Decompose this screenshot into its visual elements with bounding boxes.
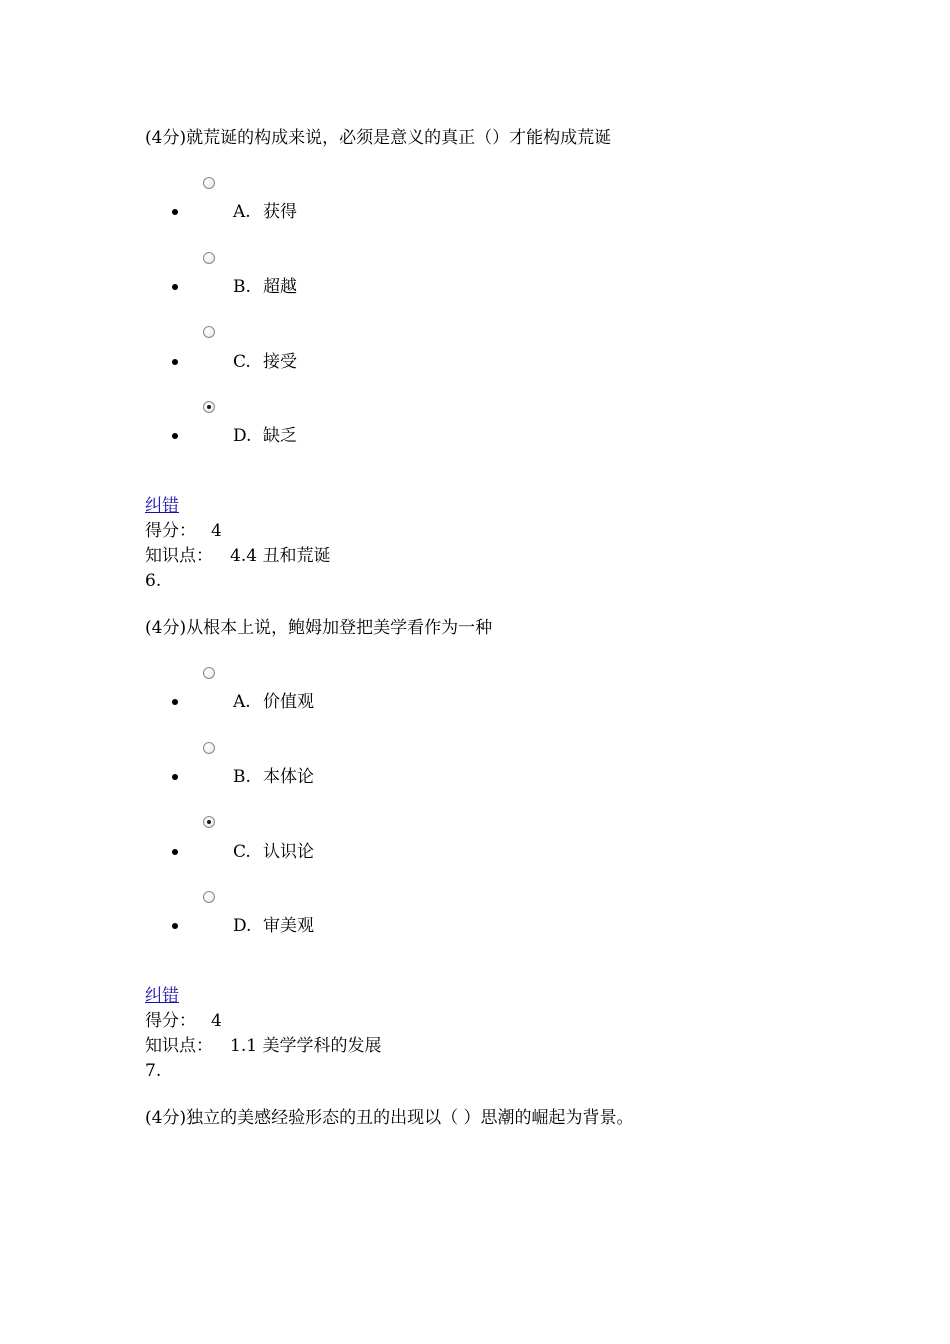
question-7-text: (4分)独立的美感经验形态的丑的出现以（ ）思潮的崛起为背景。 <box>145 1108 634 1128</box>
question-6-text: (4分)从根本上说，鲍姆加登把美学看作为一种 <box>145 618 493 638</box>
option-6-d[interactable] <box>0 886 400 961</box>
knowledge-point-value: 4.4 丑和荒诞 <box>230 546 331 566</box>
radio-button[interactable] <box>203 326 215 338</box>
radio-button[interactable] <box>203 891 215 903</box>
score-value: 4 <box>211 1011 222 1031</box>
option-5-d[interactable] <box>0 396 400 471</box>
option-5-c[interactable] <box>0 321 400 396</box>
radio-button[interactable] <box>203 252 215 264</box>
score-label: 得分： <box>145 1011 196 1031</box>
option-letter: C. <box>233 352 251 372</box>
score-value: 4 <box>211 521 222 541</box>
option-label: 缺乏 <box>263 426 297 446</box>
option-label: 超越 <box>263 277 297 297</box>
knowledge-point-value: 1.1 美学学科的发展 <box>230 1036 382 1056</box>
option-label: 价值观 <box>263 692 314 712</box>
bullet-icon <box>172 699 178 705</box>
knowledge-point-label: 知识点： <box>145 546 213 566</box>
option-letter: A. <box>233 692 251 712</box>
knowledge-point-label: 知识点： <box>145 1036 213 1056</box>
option-letter: A. <box>233 202 251 222</box>
option-letter: B. <box>233 767 251 787</box>
radio-button[interactable] <box>203 177 215 189</box>
radio-button[interactable] <box>203 742 215 754</box>
radio-button[interactable] <box>203 667 215 679</box>
radio-button-selected[interactable] <box>203 401 215 413</box>
option-letter: D. <box>233 916 252 936</box>
option-5-b[interactable] <box>0 247 400 322</box>
bullet-icon <box>172 284 178 290</box>
option-letter: B. <box>233 277 251 297</box>
bullet-icon <box>172 849 178 855</box>
bullet-icon <box>172 774 178 780</box>
option-label: 获得 <box>263 202 297 222</box>
bullet-icon <box>172 359 178 365</box>
score-label: 得分： <box>145 521 196 541</box>
bullet-icon <box>172 923 178 929</box>
option-label: 审美观 <box>263 916 314 936</box>
option-6-a[interactable] <box>0 662 400 737</box>
correction-link[interactable]: 纠错 <box>145 496 179 516</box>
option-label: 接受 <box>263 352 297 372</box>
option-5-a[interactable] <box>0 172 400 247</box>
option-label: 本体论 <box>263 767 314 787</box>
radio-button-selected[interactable] <box>203 816 215 828</box>
question-5-text: (4分)就荒诞的构成来说，必须是意义的真正（）才能构成荒诞 <box>145 128 612 148</box>
bullet-icon <box>172 433 178 439</box>
question-7-number: 7. <box>145 1061 162 1081</box>
question-6-number: 6. <box>145 571 162 591</box>
option-6-b[interactable] <box>0 737 400 812</box>
option-label: 认识论 <box>263 842 314 862</box>
option-letter: D. <box>233 426 252 446</box>
option-letter: C. <box>233 842 251 862</box>
correction-link[interactable]: 纠错 <box>145 986 179 1006</box>
option-6-c[interactable] <box>0 811 400 886</box>
bullet-icon <box>172 209 178 215</box>
